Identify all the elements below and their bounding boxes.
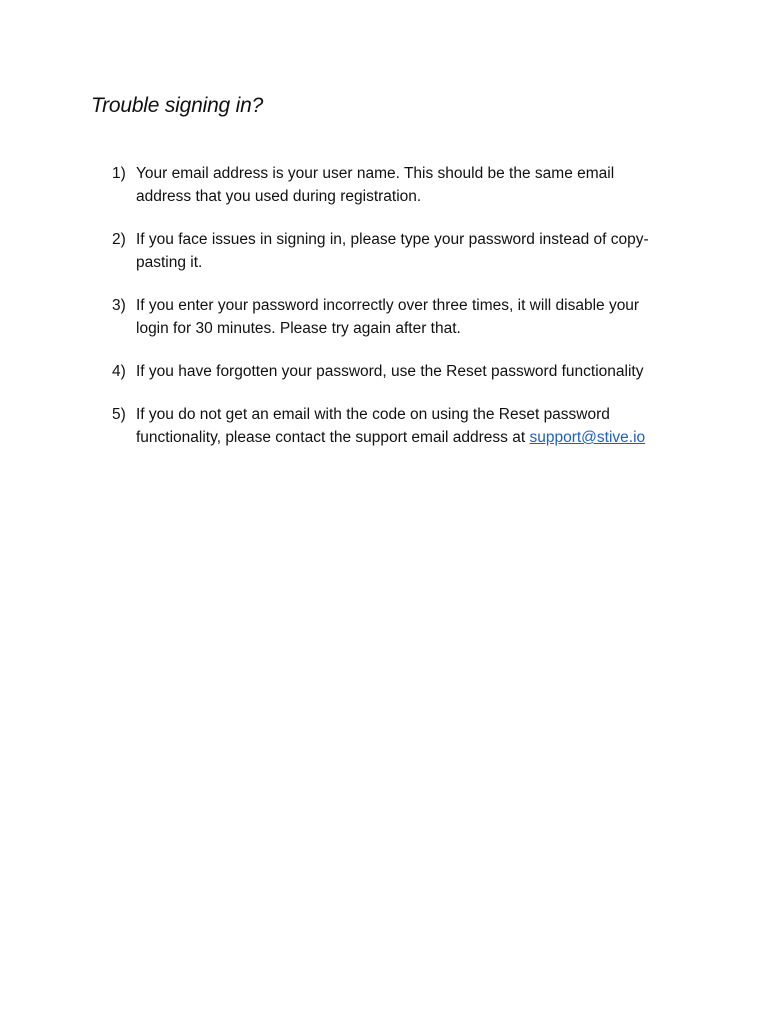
list-item	[112, 162, 712, 208]
list-item-line: address that you used during registration.	[136, 188, 422, 205]
support-email-link[interactable]: support@stive.io	[529, 429, 646, 446]
list-item-line: login for 30 minutes. Please try again after that.	[136, 320, 461, 337]
list-item	[112, 294, 712, 340]
list-item-line: If you have forgotten your password, use the Reset password functionality	[136, 363, 644, 380]
list-item-line-with-link	[136, 426, 712, 449]
troubleshooting-steps-list	[112, 162, 712, 469]
list-item-text	[136, 228, 712, 274]
list-item-text	[136, 294, 712, 340]
list-item-number: 4)	[112, 363, 126, 380]
list-item-line: pasting it.	[136, 254, 203, 271]
list-item	[112, 228, 712, 274]
list-item	[112, 360, 712, 383]
list-item	[112, 403, 712, 449]
list-item-number: 5)	[112, 406, 126, 423]
list-item-number: 2)	[112, 231, 126, 248]
list-item-line-text: functionality, please contact the support email address at	[136, 429, 530, 446]
list-item-line: If you do not get an email with the code on using the Reset password	[136, 406, 610, 423]
list-item-text	[136, 162, 712, 208]
list-item-text	[136, 360, 712, 383]
list-item-number: 3)	[112, 297, 126, 314]
list-item-text	[136, 403, 712, 449]
page-title: Trouble signing in?	[91, 94, 264, 117]
list-item-number: 1)	[112, 165, 126, 182]
list-item-line: Your email address is your user name. This should be the same email	[136, 165, 615, 182]
list-item-line: If you face issues in signing in, please type your password instead of copy-	[136, 231, 649, 248]
list-item-line: If you enter your password incorrectly over three times, it will disable your	[136, 297, 640, 314]
